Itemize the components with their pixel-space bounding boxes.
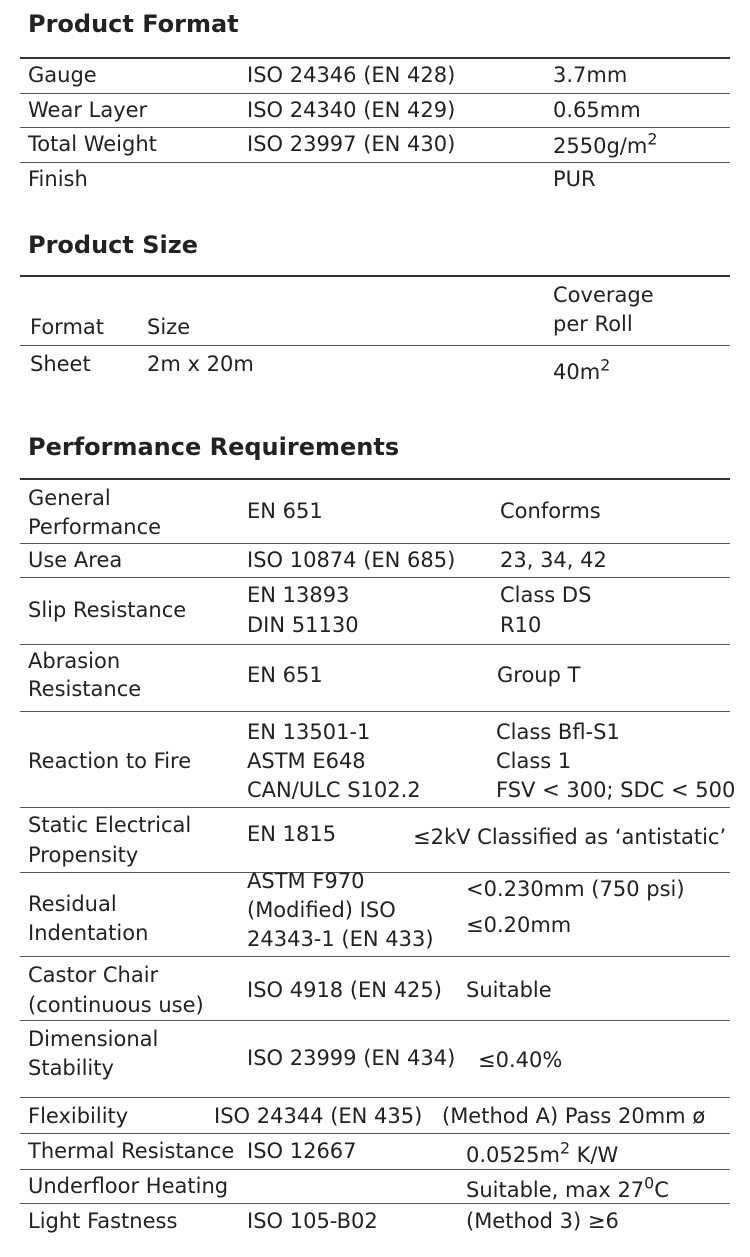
- reaction-to-fire-label: Reaction to Fire: [28, 749, 192, 773]
- castor-label-line2: (continuous use): [28, 993, 204, 1017]
- gauge-label: Gauge: [28, 63, 97, 87]
- divider: [20, 543, 730, 544]
- divider: [20, 577, 730, 578]
- thermal-standard: ISO 12667: [247, 1139, 357, 1163]
- castor-value: Suitable: [466, 978, 552, 1002]
- slip-resistance-label: Slip Resistance: [28, 598, 187, 622]
- static-label-line2: Propensity: [28, 843, 139, 867]
- coverage-header-line1: Coverage: [553, 283, 654, 307]
- fire-value-3: FSV < 300; SDC < 500: [496, 778, 736, 802]
- sheet-size: 2m x 20m: [147, 352, 254, 376]
- residual-standard-3: 24343-1 (EN 433): [247, 927, 434, 951]
- divider: [20, 162, 730, 163]
- castor-standard: ISO 4918 (EN 425): [247, 978, 442, 1002]
- light-fastness-value: (Method 3) ≥6: [466, 1209, 619, 1233]
- slip-standard-1: EN 13893: [247, 583, 350, 607]
- fire-standard-1: EN 13501-1: [247, 720, 371, 744]
- dimensional-label-line2: Stability: [28, 1056, 114, 1080]
- general-performance-label-line2: Performance: [28, 515, 162, 539]
- divider: [20, 1169, 730, 1170]
- divider: [20, 127, 730, 128]
- abrasion-value: Group T: [497, 663, 581, 687]
- divider: [20, 1020, 730, 1021]
- underfloor-label: Underfloor Heating: [28, 1174, 229, 1198]
- divider: [20, 275, 730, 277]
- flexibility-value: (Method A) Pass 20mm ø: [442, 1104, 706, 1128]
- general-performance-standard: EN 651: [247, 499, 323, 523]
- flexibility-standard: ISO 24344 (EN 435): [214, 1104, 423, 1128]
- wear-layer-label: Wear Layer: [28, 98, 148, 122]
- finish-label: Finish: [28, 167, 88, 191]
- use-area-standard: ISO 10874 (EN 685): [247, 548, 456, 572]
- slip-value-2: R10: [500, 613, 542, 637]
- slip-standard-2: DIN 51130: [247, 613, 359, 637]
- divider: [20, 478, 730, 480]
- divider: [20, 1133, 730, 1134]
- sheet-coverage: $40m^2$: [553, 355, 611, 384]
- underfloor-value: Suitable, $\max 27^0C$: [466, 1173, 669, 1202]
- flexibility-label: Flexibility: [28, 1104, 129, 1128]
- dimensional-standard: ISO 23999 (EN 434): [247, 1046, 456, 1070]
- total-weight-standard: ISO 23997 (EN 430): [247, 132, 456, 156]
- fire-value-1: Class Bfl-S1: [496, 720, 620, 744]
- general-performance-value: Conforms: [500, 499, 601, 523]
- gauge-value: 3.7mm: [553, 63, 628, 87]
- divider: [20, 711, 730, 712]
- fire-standard-3: CAN/ULC S102.2: [247, 778, 421, 802]
- divider: [20, 57, 730, 59]
- wear-layer-standard: ISO 24340 (EN 429): [247, 98, 456, 122]
- general-performance-label-line1: General: [28, 486, 111, 510]
- castor-label-line1: Castor Chair: [28, 963, 159, 987]
- static-label-line1: Static Electrical: [28, 813, 192, 837]
- format-column-header: Format: [30, 315, 105, 339]
- divider: [20, 345, 730, 346]
- dimensional-value: ≤0.40%: [478, 1048, 563, 1072]
- use-area-label: Use Area: [28, 548, 123, 572]
- size-column-header: Size: [147, 315, 191, 339]
- light-fastness-standard: ISO 105-B02: [247, 1209, 378, 1233]
- abrasion-standard: EN 651: [247, 663, 323, 687]
- residual-label-line1: Residual: [28, 892, 117, 916]
- divider: [20, 807, 730, 808]
- residual-value-2: ≤0.20mm: [466, 913, 572, 937]
- residual-value-1: <0.230mm (750 psi): [466, 877, 685, 901]
- residual-standard-1: ASTM F970: [247, 869, 365, 893]
- abrasion-label-line1: Abrasion: [28, 649, 121, 673]
- divider: [20, 1203, 730, 1204]
- finish-value: PUR: [553, 167, 596, 191]
- divider: [20, 956, 730, 957]
- total-weight-label: Total Weight: [28, 132, 157, 156]
- abrasion-label-line2: Resistance: [28, 677, 142, 701]
- divider: [20, 644, 730, 645]
- divider: [20, 93, 730, 94]
- product-size-heading: Product Size: [28, 231, 198, 259]
- dimensional-label-line1: Dimensional: [28, 1027, 159, 1051]
- performance-heading: Performance Requirements: [28, 433, 400, 461]
- slip-value-1: Class DS: [500, 583, 592, 607]
- gauge-standard: ISO 24346 (EN 428): [247, 63, 456, 87]
- use-area-value: 23, 34, 42: [500, 548, 607, 572]
- static-standard: EN 1815: [247, 822, 337, 846]
- fire-standard-2: ASTM E648: [247, 749, 366, 773]
- residual-label-line2: Indentation: [28, 921, 149, 945]
- static-value: ≤2kV Classified as ‘antistatic’: [413, 825, 727, 849]
- thermal-value: $0.0525m^2$ K/W: [466, 1138, 619, 1167]
- coverage-header-line2: per Roll: [553, 312, 633, 336]
- light-fastness-label: Light Fastness: [28, 1209, 178, 1233]
- divider: [20, 872, 730, 873]
- wear-layer-value: 0.65mm: [553, 98, 641, 122]
- total-weight-value: $2550g/m^2$: [553, 129, 658, 158]
- residual-standard-2: (Modified) ISO: [247, 898, 396, 922]
- thermal-label: Thermal Resistance: [28, 1139, 235, 1163]
- fire-value-2: Class 1: [496, 749, 572, 773]
- divider: [20, 1097, 730, 1098]
- product-format-heading: Product Format: [28, 10, 239, 38]
- sheet-format: Sheet: [30, 352, 91, 376]
